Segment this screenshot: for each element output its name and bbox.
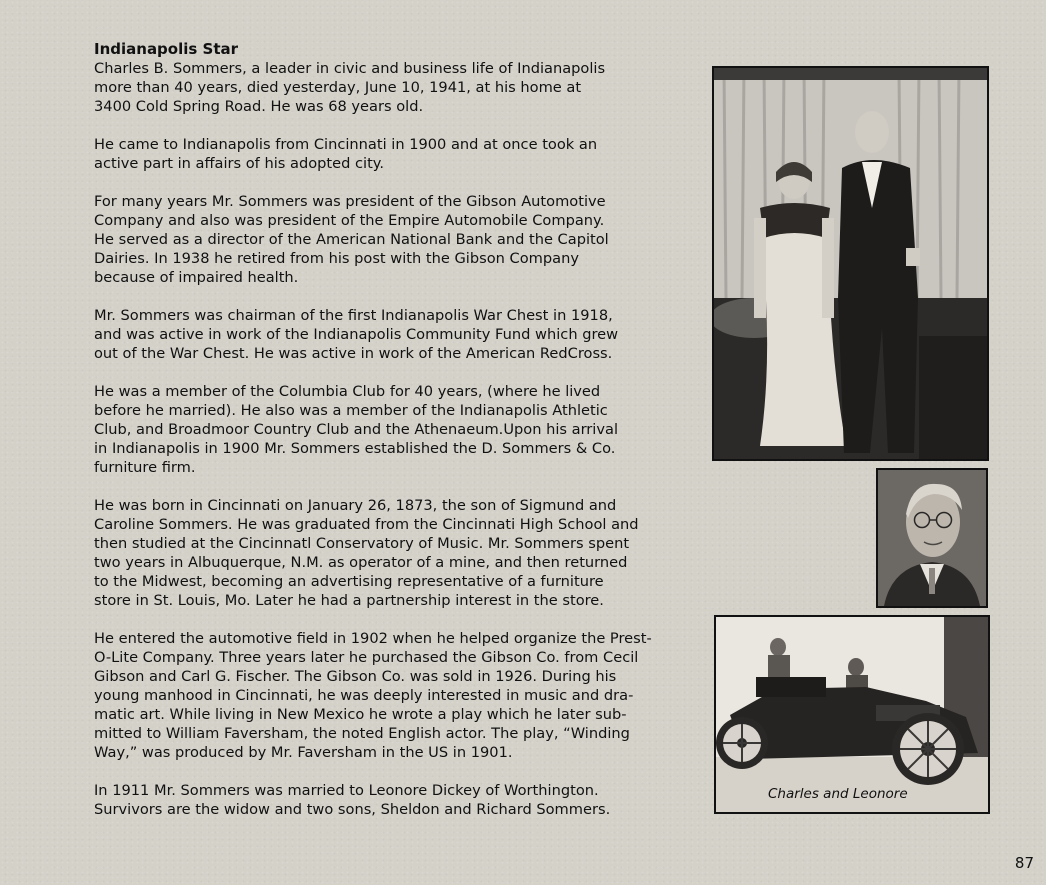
article-paragraph: He entered the automotive field in 1902 when he helped organize the Prest- O-Lite Company. Three years later he purchased the Gibson Co. from Cecil Gibson and Carl G. Fischer. The Gibson Co. was sold in 1926. During his young manhood in Cincinnati, he was deeply interested in music and dra- matic art. While living in New Mexico he wrote a play which he later sub- mitted to William Faversham, the noted English actor. The play, “Winding Way,” was produced by Mr. Faversham in the US in 1901.: [94, 630, 652, 761]
car-photo-image: [716, 617, 988, 812]
article-source: Indianapolis Star: [94, 40, 239, 58]
article-paragraph: He came to Indianapolis from Cincinnati in 1900 and at once took an active part in affairs of his adopted city.: [94, 136, 598, 172]
couple-photo: [712, 66, 989, 461]
article-paragraph: He was a member of the Columbia Club for 40 years, (where he lived before he married). He also was a member of the Indianapolis Athletic Club, and Broadmoor Country Club and the Athenaeum.Upon his arrival in Indianapolis in 1900 Mr. Sommers established the D. Sommers & Co. furniture firm.: [94, 383, 618, 476]
couple-photo-image: [714, 68, 987, 459]
article-paragraph: For many years Mr. Sommers was president of the Gibson Automotive Company and also was president of the Empire Automobile Company. He served as a director of the American National Bank and the Capitol Dairies. In 1938 he retired from his post with the Gibson Company because of impaired health.: [94, 193, 609, 286]
page-number: 87: [1014, 854, 1034, 872]
portrait-photo: [876, 468, 988, 608]
article-paragraph: In 1911 Mr. Sommers was married to Leonore Dickey of Worthington. Survivors are the widow and two sons, Sheldon and Richard Sommers.: [94, 782, 611, 818]
portrait-photo-image: [878, 470, 986, 606]
article-paragraph: Charles B. Sommers, a leader in civic and business life of Indianapolis more than 40 years, died yesterday, June 10, 1941, at his home at 3400 Cold Spring Road. He was 68 years old.: [94, 60, 606, 115]
article: [94, 40, 704, 838]
article-paragraph: Mr. Sommers was chairman of the first Indianapolis War Chest in 1918, and was active in work of the Indianapolis Community Fund which grew out of the War Chest. He was active in work of the American RedCross.: [94, 307, 619, 362]
article-paragraph: He was born in Cincinnati on January 26, 1873, the son of Sigmund and Caroline Sommers. He was graduated from the Cincinnati High School and then studied at the Cincinnatl Conservatory of Music. Mr. Sommers spent two years in Albuquerque, N.M. as operator of a mine, and then returned to the Midwest, becoming an advertising representative of a furniture store in St. Louis, Mo. Later he had a partnership interest in the store.: [94, 497, 639, 609]
car-photo: [714, 615, 990, 814]
car-photo-caption: Charles and Leonore: [768, 786, 908, 802]
